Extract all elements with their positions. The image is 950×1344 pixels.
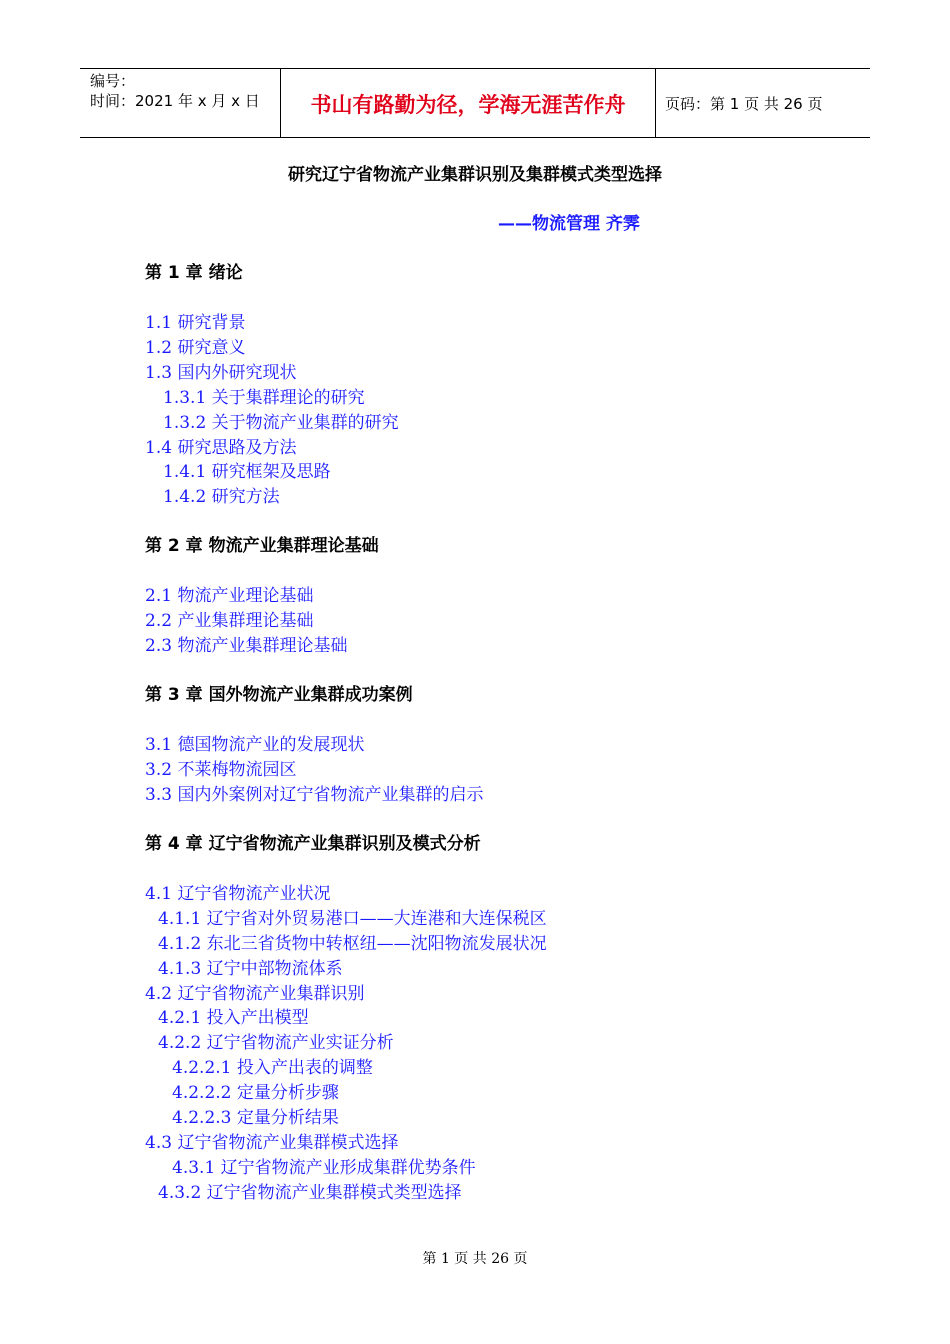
- toc-item[interactable]: 1.1 研究背景: [145, 313, 246, 333]
- header-motto-cell: [280, 69, 656, 137]
- toc-item[interactable]: 1.3.1 关于集群理论的研究: [163, 387, 365, 408]
- date-label: 时间：2021 年 x 月 x 日: [90, 92, 260, 110]
- toc-item[interactable]: 3.3 国内外案例对辽宁省物流产业集群的启示: [145, 784, 484, 805]
- page-header: [80, 68, 870, 138]
- toc-item[interactable]: 1.4 研究思路及方法: [145, 437, 297, 458]
- toc-item[interactable]: 3.1 德国物流产业的发展现状: [145, 735, 365, 756]
- toc-item[interactable]: 2.1 物流产业理论基础: [145, 586, 314, 607]
- toc-item[interactable]: 4.3.1 辽宁省物流产业形成集群优势条件: [172, 1157, 476, 1178]
- toc-item[interactable]: 4.2.2 辽宁省物流产业实证分析: [158, 1033, 394, 1054]
- document-author: ——物流管理 齐霁: [498, 214, 640, 234]
- header-page-info: 页码：第 1 页 共 26 页: [665, 95, 823, 113]
- toc-item[interactable]: 1.4.2 研究方法: [163, 487, 280, 508]
- toc-item[interactable]: 4.2 辽宁省物流产业集群识别: [145, 983, 365, 1004]
- toc-item[interactable]: 3.2 不莱梅物流园区: [145, 760, 297, 780]
- toc-item[interactable]: 4.1.2 东北三省货物中转枢纽——沈阳物流发展状况: [158, 933, 547, 954]
- toc-item[interactable]: 4.2.2.2 定量分析步骤: [172, 1083, 339, 1104]
- header-right-cell: [655, 69, 870, 137]
- toc-item[interactable]: 4.2.2.3 定量分析结果: [172, 1108, 339, 1128]
- toc-item[interactable]: 1.2 研究意义: [145, 337, 246, 358]
- toc-item[interactable]: 1.3 国内外研究现状: [145, 362, 297, 383]
- toc-chapter-heading: 第 3 章 国外物流产业集群成功案例: [145, 685, 413, 706]
- toc-item[interactable]: 4.1 辽宁省物流产业状况: [145, 883, 331, 904]
- toc-item[interactable]: 4.3.2 辽宁省物流产业集群模式类型选择: [158, 1182, 462, 1203]
- toc-item[interactable]: 4.2.1 投入产出模型: [158, 1008, 309, 1029]
- toc-item[interactable]: 1.3.2 关于物流产业集群的研究: [163, 412, 399, 433]
- toc-item[interactable]: 4.1.3 辽宁中部物流体系: [158, 958, 343, 979]
- toc-chapter-heading: 第 2 章 物流产业集群理论基础: [145, 536, 379, 557]
- toc-item[interactable]: 1.4.1 研究框架及思路: [163, 462, 331, 483]
- header-left-cell: [80, 69, 280, 137]
- toc-chapter-heading: 第 1 章 绪论: [145, 263, 243, 283]
- document-title: 研究辽宁省物流产业集群识别及集群模式类型选择: [288, 165, 662, 185]
- toc-item[interactable]: 2.3 物流产业集群理论基础: [145, 636, 348, 657]
- toc-item[interactable]: 4.3 辽宁省物流产业集群模式选择: [145, 1132, 399, 1153]
- number-label: 编号：: [90, 72, 136, 90]
- motto-text: 书山有路勤为径，学海无涯苦作舟: [310, 93, 626, 117]
- toc-item[interactable]: 4.2.2.1 投入产出表的调整: [172, 1058, 373, 1079]
- toc-chapter-heading: 第 4 章 辽宁省物流产业集群识别及模式分析: [145, 833, 481, 854]
- toc-item[interactable]: 2.2 产业集群理论基础: [145, 611, 314, 632]
- page-footer: 第 1 页 共 26 页: [422, 1251, 528, 1267]
- toc-item[interactable]: 4.1.1 辽宁省对外贸易港口——大连港和大连保税区: [158, 908, 547, 929]
